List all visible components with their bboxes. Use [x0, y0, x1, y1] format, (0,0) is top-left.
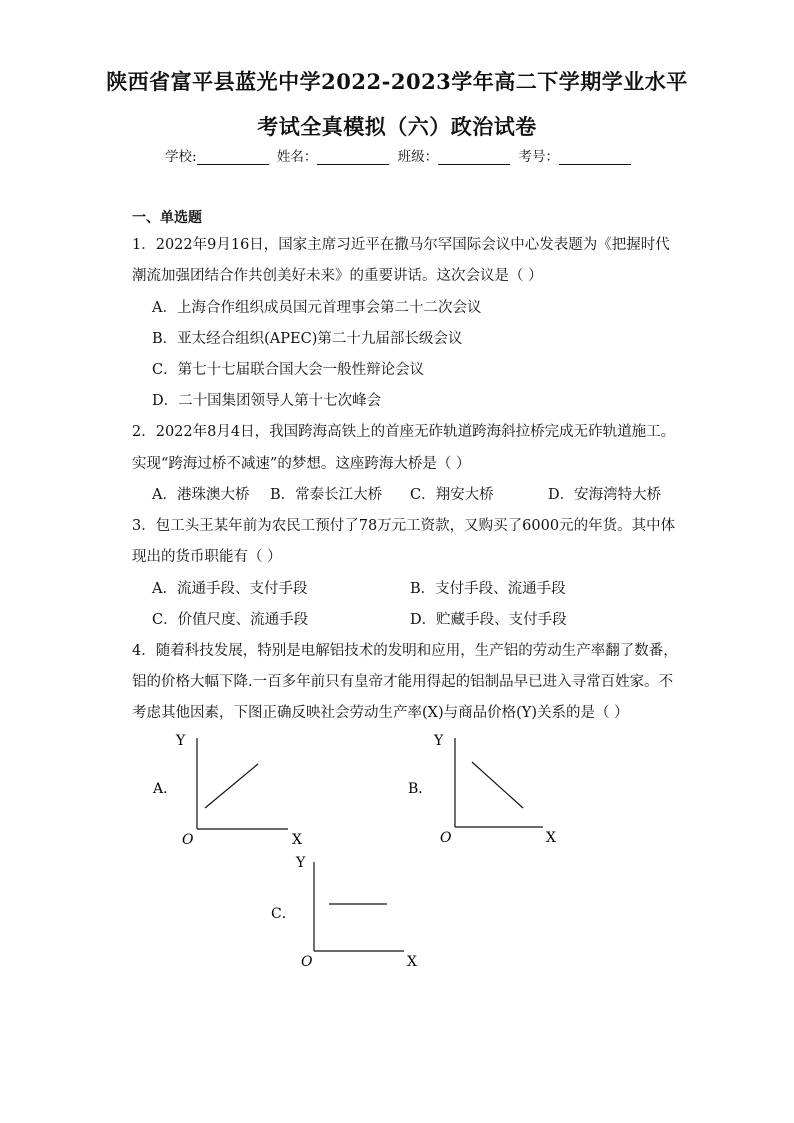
- q1-option-d[interactable]: D．二十国集团领导人第十七次峰会: [152, 393, 382, 409]
- section-title: 一、单选题: [132, 210, 202, 226]
- name-label: 姓名：: [276, 149, 318, 165]
- graph-a-label: A．: [153, 781, 178, 797]
- q2-option-b[interactable]: B．常泰长江大桥: [270, 487, 383, 503]
- q3-option-c[interactable]: C．价值尺度、流通手段: [152, 612, 309, 628]
- q2-stem-line1: 2．2022年8月4日，我国跨海高铁上的首座无砟轨道跨海斜拉桥完成无砟轨道施工。: [132, 424, 676, 440]
- graph-c-y-axis-label: Y: [296, 855, 306, 871]
- graph-a-trend-line: [205, 764, 258, 808]
- q2-option-a[interactable]: A．港珠澳大桥: [152, 487, 250, 503]
- graph-b-trend-line: [472, 762, 523, 808]
- graph-b-x-axis-label: X: [546, 830, 556, 846]
- q1-stem-line1: 1．2022年9月16日，国家主席习近平在撒马尔罕国际会议中心发表题为《把握时代: [132, 237, 670, 253]
- graph-b-y-axis-label: Y: [434, 733, 444, 749]
- q4-stem-line3: 考虑其他因素，下图正确反映社会劳动生产率(X)与商品价格(Y)关系的是（ ）: [132, 705, 629, 721]
- school-label: 学校:: [165, 149, 197, 165]
- graph-a-y-axis-label: Y: [176, 733, 186, 749]
- q2-option-d[interactable]: D．安海湾特大桥: [548, 487, 662, 503]
- q1-option-a[interactable]: A．上海合作组织成员国元首理事会第二十二次会议: [152, 300, 482, 316]
- student-info-row: [165, 145, 635, 165]
- graph-c-origin-label: O: [301, 954, 313, 970]
- class-label: 班级：: [397, 149, 439, 165]
- graph-c-label: C．: [271, 906, 296, 922]
- q2-stem-line2: 实现“跨海过桥不减速”的梦想。这座跨海大桥是（ ）: [132, 456, 471, 472]
- school-blank[interactable]: [197, 150, 269, 165]
- exam-title-line2: 考试全真模拟（六）政治试卷: [257, 114, 537, 139]
- q1-stem-line2: 潮流加强团结合作共创美好未来》的重要讲话。这次会议是（ ）: [132, 268, 543, 284]
- q3-stem-line2: 现出的货币职能有（ ）: [132, 549, 282, 565]
- q2-option-c[interactable]: C．翔安大桥: [410, 487, 494, 503]
- graph-a-origin-label: O: [182, 832, 194, 848]
- graph-b-origin-label: O: [440, 830, 452, 846]
- exam-title-line1: 陕西省富平县蓝光中学2022-2023学年高二下学期学业水平: [106, 69, 688, 94]
- q4-option-c-graph[interactable]: [265, 850, 435, 978]
- q4-option-b-graph[interactable]: [402, 728, 572, 856]
- name-blank[interactable]: [317, 150, 389, 165]
- exam-number-blank[interactable]: [559, 150, 631, 165]
- q3-option-a[interactable]: A．流通手段、支付手段: [152, 581, 308, 597]
- q1-option-c[interactable]: C．第七十七届联合国大会一般性辩论会议: [152, 362, 425, 378]
- q3-stem-line1: 3．包工头王某年前为农民工预付了78万元工资款，又购买了6000元的年货。其中体: [132, 518, 676, 534]
- q3-option-b[interactable]: B．支付手段、流通手段: [410, 581, 566, 597]
- exam-number-label: 考号：: [518, 149, 559, 165]
- q3-option-d[interactable]: D．贮藏手段、支付手段: [410, 612, 567, 628]
- graph-a-x-axis-label: X: [292, 832, 302, 848]
- q1-option-b[interactable]: B．亚太经合组织(APEC)第二十九届部长级会议: [152, 331, 463, 347]
- q4-option-a-graph[interactable]: [145, 728, 315, 856]
- q4-stem-line2: 铝的价格大幅下降.一百多年前只有皇帝才能用得起的铝制品早已进入寻常百姓家。不: [132, 674, 674, 690]
- class-blank[interactable]: [438, 150, 510, 165]
- q4-stem-line1: 4．随着科技发展，特别是电解铝技术的发明和应用，生产铝的劳动生产率翻了数番，: [132, 643, 678, 659]
- graph-b-label: B．: [408, 781, 433, 797]
- graph-c-x-axis-label: X: [407, 954, 417, 970]
